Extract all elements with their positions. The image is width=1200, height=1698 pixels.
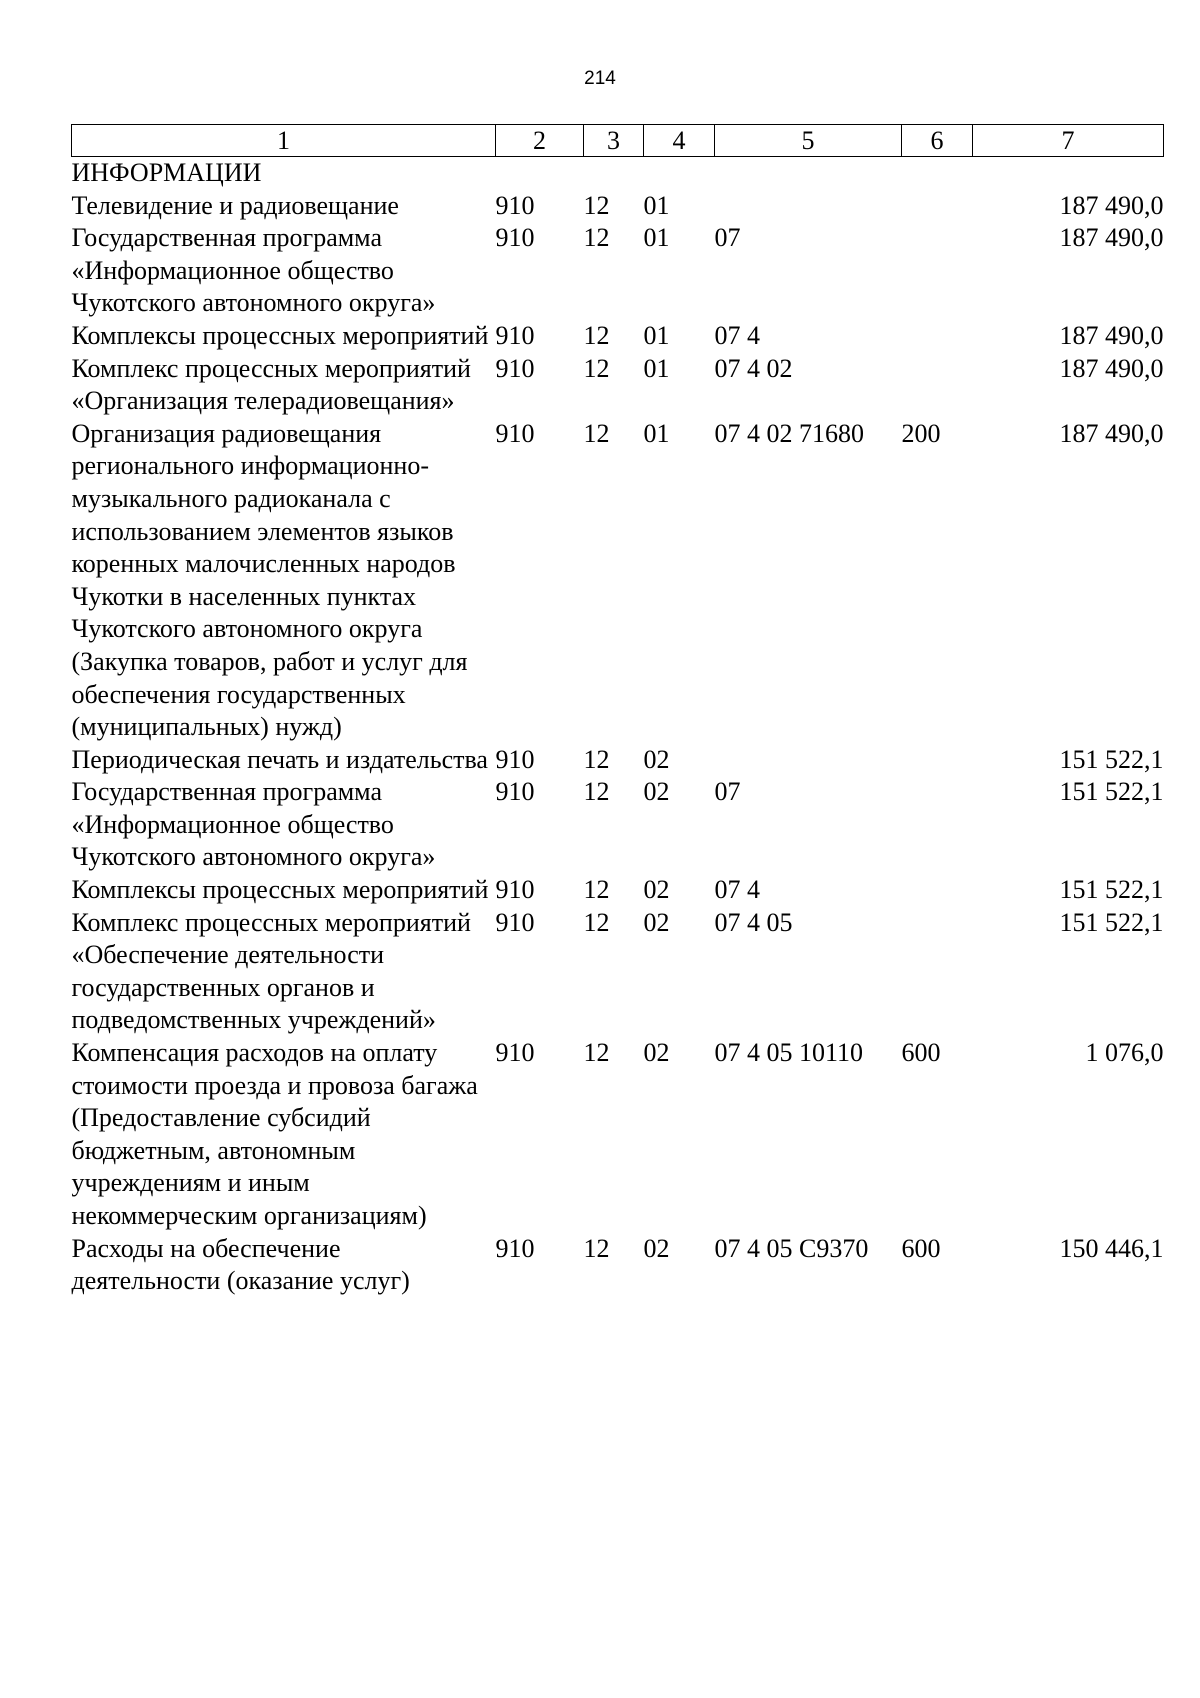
row-code-vr (902, 874, 973, 907)
row-amount: 187 490,0 (1059, 353, 1164, 383)
row-code-rz: 12 (583, 744, 610, 774)
table-row (72, 418, 1164, 744)
row-code-gr: 910 (495, 223, 535, 253)
table-row (72, 744, 1164, 777)
row-code-pr: 02 (643, 875, 670, 905)
row-code-rz: 12 (583, 907, 610, 937)
row-code-csr (715, 157, 902, 190)
row-code-vr (902, 222, 973, 320)
header-col-2: 2 (496, 125, 584, 157)
row-name: Комплекс процессных мероприятий «Обеспечение деятельности государственных органов и подведомственных учреждений» (71, 907, 471, 1035)
row-code-pr: 01 (643, 320, 670, 350)
row-code-vr (902, 190, 973, 223)
row-code-pr: 01 (643, 353, 670, 383)
table-row (72, 1233, 1164, 1298)
row-code-pr: 02 (643, 744, 670, 774)
row-amount: 187 490,0 (1059, 418, 1164, 448)
row-code-gr: 910 (495, 907, 535, 937)
page-number: 214 (584, 68, 616, 89)
table-header (72, 125, 1164, 157)
table-row (72, 157, 1164, 190)
row-name: Расходы на обеспечение деятельности (оказание услуг) (71, 1233, 410, 1296)
row-code-gr: 910 (495, 777, 535, 807)
row-code-pr: 01 (643, 418, 670, 448)
row-code-pr: 01 (643, 190, 670, 220)
row-name: Комплексы процессных мероприятий (71, 320, 489, 350)
row-code-vr (902, 776, 973, 874)
row-amount: 151 522,1 (1059, 744, 1164, 774)
row-code-csr: 07 (714, 777, 741, 807)
row-code-csr: 07 4 (714, 875, 760, 905)
row-name: ИНФОРМАЦИИ (71, 158, 262, 187)
header-col-4: 4 (644, 125, 715, 157)
row-amount: 151 522,1 (1059, 875, 1164, 905)
table-body (72, 157, 1164, 1298)
row-code-gr: 910 (495, 418, 535, 448)
row-code-gr: 910 (495, 353, 535, 383)
row-amount: 187 490,0 (1059, 223, 1164, 253)
header-col-3: 3 (584, 125, 644, 157)
row-code-pr (644, 157, 715, 190)
row-code-rz: 12 (583, 1233, 610, 1263)
row-code-rz (584, 157, 644, 190)
table-row (72, 190, 1164, 223)
row-code-csr (715, 744, 902, 777)
row-code-gr: 910 (495, 320, 535, 350)
row-code-gr: 910 (495, 1038, 535, 1068)
row-code-pr: 02 (643, 1233, 670, 1263)
row-amount: 151 522,1 (1059, 907, 1164, 937)
header-col-6: 6 (902, 125, 973, 157)
row-code-pr: 02 (643, 777, 670, 807)
row-name: Государственная программа «Информационное общество Чукотского автономного округа» (71, 223, 436, 318)
budget-table (71, 124, 1164, 1298)
row-code-vr: 200 (901, 418, 941, 448)
row-code-vr (902, 744, 973, 777)
row-code-csr: 07 4 05 (714, 907, 793, 937)
header-row (72, 125, 1164, 157)
row-code-vr: 600 (901, 1233, 941, 1263)
row-code-rz: 12 (583, 1038, 610, 1068)
row-code-rz: 12 (583, 418, 610, 448)
row-name: Государственная программа «Информационное общество Чукотского автономного округа» (71, 777, 436, 872)
row-code-pr: 01 (643, 223, 670, 253)
row-code-csr: 07 4 (714, 320, 760, 350)
header-col-1: 1 (72, 125, 496, 157)
row-code-rz: 12 (583, 353, 610, 383)
row-amount (973, 157, 1164, 190)
header-col-7: 7 (973, 125, 1164, 157)
row-code-gr: 910 (495, 875, 535, 905)
row-code-pr: 02 (643, 907, 670, 937)
row-name: Телевидение и радиовещание (71, 190, 399, 220)
table-row (72, 222, 1164, 320)
row-name: Комплексы процессных мероприятий (71, 875, 489, 905)
row-code-gr: 910 (495, 744, 535, 774)
row-amount: 187 490,0 (1059, 190, 1164, 220)
row-code-csr: 07 4 05 С9370 (714, 1233, 869, 1263)
row-code-gr: 910 (495, 190, 535, 220)
row-name: Организация радиовещания регионального информационно-музыкального радиоканала с использованием элементов языков коренных малочисленных народов Чукотки в населенных пунктах Чукотского автономного округа (Закупка товаров, работ и услуг для обеспечения государственных (муниципальных) нужд) (71, 418, 468, 742)
row-code-vr (902, 907, 973, 1037)
row-code-pr: 02 (643, 1038, 670, 1068)
row-code-vr (902, 157, 973, 190)
table-row (72, 320, 1164, 353)
row-code-vr (902, 320, 973, 353)
row-code-gr: 910 (495, 1233, 535, 1263)
row-amount: 187 490,0 (1059, 320, 1164, 350)
row-code-csr (715, 190, 902, 223)
table-row (72, 353, 1164, 418)
row-code-rz: 12 (583, 190, 610, 220)
row-code-rz: 12 (583, 875, 610, 905)
row-code-csr: 07 4 05 10110 (714, 1038, 864, 1068)
table-row (72, 907, 1164, 1037)
table-row (72, 874, 1164, 907)
row-amount: 150 446,1 (1059, 1233, 1164, 1263)
header-col-5: 5 (715, 125, 902, 157)
row-code-rz: 12 (583, 320, 610, 350)
row-amount: 1 076,0 (1085, 1038, 1164, 1068)
table-row (72, 1037, 1164, 1233)
row-code-csr: 07 (714, 223, 741, 253)
row-code-gr (496, 157, 584, 190)
table-row (72, 776, 1164, 874)
row-code-rz: 12 (583, 777, 610, 807)
row-code-csr: 07 4 02 71680 (714, 418, 864, 448)
row-name: Компенсация расходов на оплату стоимости проезда и провоза багажа (Предоставление субсидий бюджетным, автономным учреждениям и иным некоммерческим организациям) (71, 1038, 478, 1230)
row-code-vr: 600 (901, 1038, 941, 1068)
row-name: Периодическая печать и издательства (71, 744, 488, 774)
row-name: Комплекс процессных мероприятий «Организация телерадиовещания» (71, 353, 471, 416)
row-code-csr: 07 4 02 (714, 353, 793, 383)
row-amount: 151 522,1 (1059, 777, 1164, 807)
row-code-vr (902, 353, 973, 418)
row-code-rz: 12 (583, 223, 610, 253)
